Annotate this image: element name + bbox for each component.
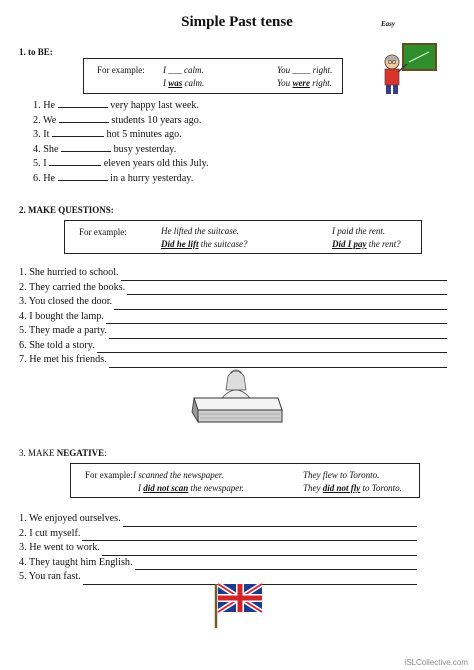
list-item: 4. They taught him English. (19, 556, 417, 571)
section-2-heading: 2. MAKE QUESTIONS: (19, 205, 114, 215)
example-label: For example: (85, 470, 133, 480)
example-text: Did I pay the rent? (332, 239, 401, 249)
answer-line[interactable] (82, 530, 417, 541)
list-item: 5. I eleven years old this July. (33, 158, 209, 169)
example-text: They flew to Toronto. (303, 470, 380, 480)
list-item: 4. She busy yesterday. (33, 143, 177, 155)
example-text: You ____ right. (277, 65, 333, 75)
answer-line[interactable] (123, 516, 417, 527)
section-2-example-box (64, 220, 422, 254)
answer-line[interactable] (106, 313, 447, 324)
answer-line[interactable] (127, 284, 447, 295)
list-item: 5. You ran fast. (19, 570, 417, 585)
book-illustration (188, 368, 284, 430)
answer-blank[interactable] (49, 156, 101, 166)
list-item: 2. We students 10 years ago. (33, 114, 202, 126)
example-text: I scanned the newspaper. (133, 470, 224, 480)
list-item: 4. I bought the lamp. (19, 310, 447, 325)
teacher-illustration (379, 42, 439, 97)
answer-blank[interactable] (61, 142, 111, 152)
list-item: 3. He went to work. (19, 541, 417, 556)
list-item: 3. You closed the door. (19, 295, 447, 310)
answer-line[interactable] (102, 545, 417, 556)
worksheet-title: Simple Past tense (181, 14, 293, 30)
answer-line[interactable] (109, 357, 447, 368)
example-text: He lifted the suitcase. (161, 226, 239, 236)
answer-line[interactable] (114, 299, 447, 310)
example-label: For example: (79, 227, 127, 237)
list-item: 6. She told a story. (19, 339, 447, 354)
section-3-heading: 3. MAKE NEGATIVE: (19, 448, 107, 458)
list-item: 6. He in a hurry yesterday. (33, 172, 194, 184)
example-text: I was calm. (163, 78, 205, 88)
answer-line[interactable] (121, 270, 447, 281)
section-3-list (19, 512, 417, 585)
answer-line[interactable] (109, 328, 447, 339)
list-item: 1. She hurried to school. (19, 266, 447, 281)
answer-line[interactable] (97, 342, 447, 353)
section-1-heading: 1. to BE: (19, 47, 53, 57)
list-item: 7. He met his friends. (19, 353, 447, 368)
site-watermark: iSLCollective.com (404, 658, 468, 667)
list-item: 2. I cut myself. (19, 527, 417, 542)
example-text: I paid the rent. (332, 226, 386, 236)
list-item: 2. They carried the books. (19, 281, 447, 296)
list-item: 1. He very happy last week. (33, 100, 199, 111)
answer-line[interactable] (135, 559, 417, 570)
answer-blank[interactable] (58, 98, 108, 108)
answer-blank[interactable] (59, 113, 109, 123)
example-text: You were right. (277, 78, 332, 88)
example-label: For example: (97, 65, 145, 75)
section-1-example-box (83, 58, 343, 94)
list-item: 1. We enjoyed ourselves. (19, 512, 417, 527)
example-text: I did not scan the newspaper. (138, 483, 245, 493)
example-text: Did he lift the suitcase? (161, 239, 248, 249)
section-2-list (19, 266, 447, 368)
answer-blank[interactable] (52, 127, 104, 137)
answer-blank[interactable] (58, 171, 108, 181)
list-item: 5. They made a party. (19, 324, 447, 339)
example-text: I ___ calm. (163, 65, 204, 75)
uk-flag-illustration (212, 578, 264, 628)
section-3-example-box (70, 463, 420, 498)
difficulty-level: Easy (381, 20, 395, 28)
example-text: They did not fly to Toronto. (303, 483, 402, 493)
list-item: 3. It hot 5 minutes ago. (33, 129, 182, 140)
section-1-list (33, 98, 209, 185)
